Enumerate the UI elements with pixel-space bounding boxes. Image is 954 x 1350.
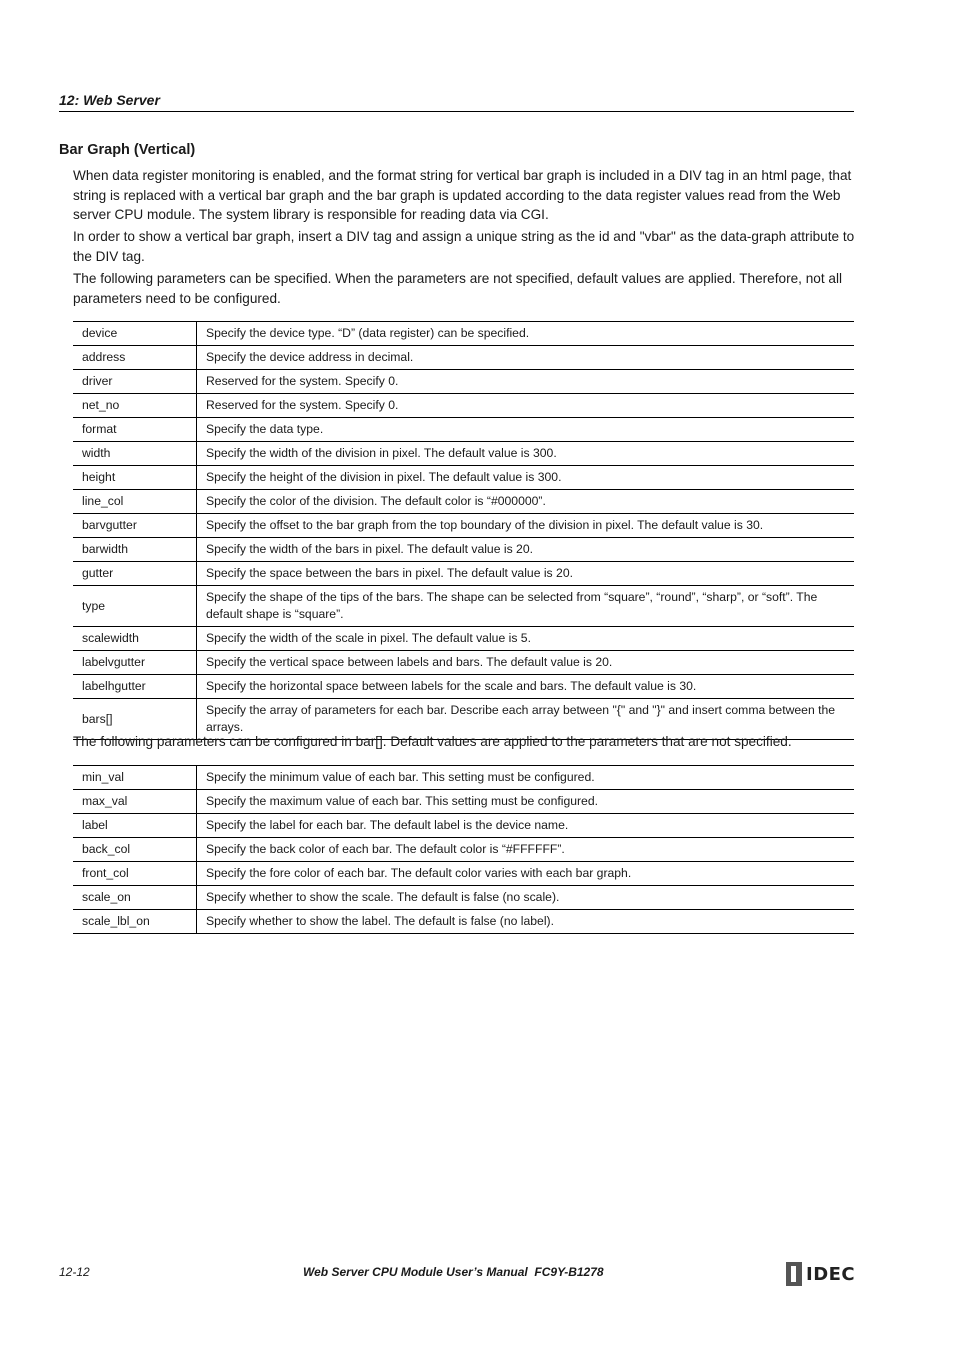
parameter-name: address xyxy=(73,346,197,370)
parameter-name: driver xyxy=(73,370,197,394)
parameter-name: line_col xyxy=(73,490,197,514)
table-row xyxy=(73,651,854,675)
parameter-description: Specify the back color of each bar. The default color is “#FFFFFF”. xyxy=(206,842,565,856)
table-row xyxy=(73,442,854,466)
parameter-description: Specify the maximum value of each bar. This setting must be configured. xyxy=(206,794,599,808)
bar-parameters-paragraph: The following parameters can be configured in bar[]. Default values are applied to the parameters that are not specified. xyxy=(73,734,792,749)
parameter-description: Specify the width of the division in pixel. The default value is 300. xyxy=(206,446,557,460)
bar-parameter-table xyxy=(73,765,854,934)
parameter-description: Specify the fore color of each bar. The default color varies with each bar graph. xyxy=(206,866,632,880)
table-row xyxy=(73,562,854,586)
table-row xyxy=(73,490,854,514)
idec-logo xyxy=(786,1262,855,1286)
parameter-description: Specify the height of the division in pixel. The default value is 300. xyxy=(206,470,562,484)
table-row xyxy=(73,766,854,790)
parameter-name: net_no xyxy=(73,394,197,418)
table-row xyxy=(73,586,854,627)
parameter-description: Specify whether to show the label. The default is false (no label). xyxy=(206,914,554,928)
table-row xyxy=(73,394,854,418)
parameter-name: barwidth xyxy=(73,538,197,562)
parameter-name: scale_on xyxy=(73,886,197,910)
table-row xyxy=(73,538,854,562)
parameter-description: Specify the width of the scale in pixel. The default value is 5. xyxy=(206,631,531,645)
parameter-name: max_val xyxy=(73,790,197,814)
table-row xyxy=(73,418,854,442)
parameter-description: Specify the array of parameters for each bar. Describe each array between "{" and "}" and insert comma between the arrays. xyxy=(206,703,836,734)
table-row xyxy=(73,346,854,370)
parameter-table xyxy=(73,321,854,740)
manual-code: FC9Y-B1278 xyxy=(534,1265,604,1279)
chapter-header: 12: Web Server xyxy=(59,92,854,112)
div-tag-paragraph: In order to show a vertical bar graph, insert a DIV tag and assign a unique string as the id and "vbar" as the data-graph attribute to the DIV tag. xyxy=(73,229,855,264)
manual-name: Web Server CPU Module User’s Manual xyxy=(303,1265,528,1279)
parameter-name: front_col xyxy=(73,862,197,886)
table-row xyxy=(73,322,854,346)
table-row xyxy=(73,514,854,538)
parameter-name: width xyxy=(73,442,197,466)
table-row xyxy=(73,886,854,910)
parameter-name: min_val xyxy=(73,766,197,790)
parameter-name: back_col xyxy=(73,838,197,862)
parameter-name: gutter xyxy=(73,562,197,586)
parameter-description: Specify the data type. xyxy=(206,422,324,436)
parameter-description: Reserved for the system. Specify 0. xyxy=(206,398,399,412)
table-row xyxy=(73,814,854,838)
parameter-description: Specify the space between the bars in pixel. The default value is 20. xyxy=(206,566,573,580)
parameter-description: Specify the offset to the bar graph from the top boundary of the division in pixel. The default value is 30. xyxy=(206,518,764,532)
table-row xyxy=(73,790,854,814)
section-title: Bar Graph (Vertical) xyxy=(59,142,196,158)
intro-paragraph: When data register monitoring is enabled, and the format string for vertical bar graph is included in a DIV tag in an html page, that string is replaced with a vertical bar graph and the bar graph is updated according to the data register values read from the Web server CPU module. The system library is responsible for reading data via CGI. xyxy=(73,168,852,222)
parameter-name: device xyxy=(73,322,197,346)
idec-logo-text: IDEC xyxy=(806,1263,856,1285)
parameter-name: type xyxy=(73,586,197,627)
parameter-description: Specify whether to show the scale. The default is false (no scale). xyxy=(206,890,560,904)
parameter-description: Specify the label for each bar. The default label is the device name. xyxy=(206,818,569,832)
parameter-name: labelvgutter xyxy=(73,651,197,675)
parameter-name: height xyxy=(73,466,197,490)
parameter-description: Specify the color of the division. The default color is “#000000”. xyxy=(206,494,546,508)
idec-logo-icon xyxy=(786,1262,802,1286)
parameter-description: Reserved for the system. Specify 0. xyxy=(206,374,399,388)
table-row xyxy=(73,910,854,934)
parameter-name: barvgutter xyxy=(73,514,197,538)
parameter-description: Specify the device type. “D” (data register) can be specified. xyxy=(206,326,530,340)
table-row xyxy=(73,862,854,886)
parameter-name: scale_lbl_on xyxy=(73,910,197,934)
parameter-description: Specify the shape of the tips of the bars. The shape can be selected from “square”, “round”, “sharp”, or “soft”. The default shape is “square”. xyxy=(206,590,818,621)
parameter-description: Specify the device address in decimal. xyxy=(206,350,414,364)
parameter-name: labelhgutter xyxy=(73,675,197,699)
parameter-description: Specify the horizontal space between labels for the scale and bars. The default value is 30. xyxy=(206,679,697,693)
parameters-paragraph: The following parameters can be specified. When the parameters are not specified, default values are applied. Therefore, not all parameters need to be configured. xyxy=(73,271,842,306)
parameter-name: format xyxy=(73,418,197,442)
table-row xyxy=(73,675,854,699)
parameter-name: bars[] xyxy=(73,699,197,740)
table-row xyxy=(73,466,854,490)
page-number: 12-12 xyxy=(59,1265,90,1279)
manual-title xyxy=(303,1265,604,1279)
parameter-description: Specify the minimum value of each bar. This setting must be configured. xyxy=(206,770,595,784)
table-row xyxy=(73,838,854,862)
parameter-name: scalewidth xyxy=(73,627,197,651)
table-row xyxy=(73,627,854,651)
parameter-name: label xyxy=(73,814,197,838)
parameter-description: Specify the width of the bars in pixel. The default value is 20. xyxy=(206,542,533,556)
parameter-description: Specify the vertical space between labels and bars. The default value is 20. xyxy=(206,655,613,669)
table-row xyxy=(73,370,854,394)
